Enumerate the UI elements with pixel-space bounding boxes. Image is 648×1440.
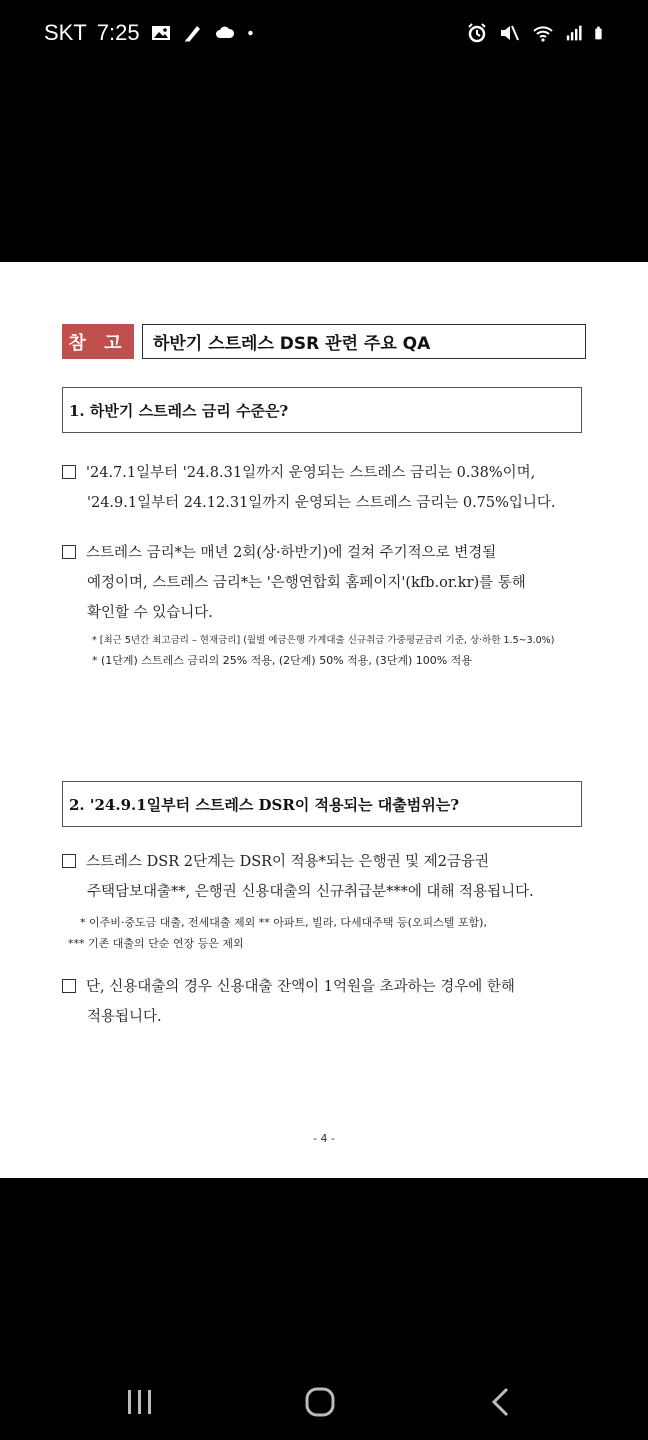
- title-tag: 참 고: [62, 324, 134, 359]
- gallery-icon: [150, 22, 172, 44]
- dot-icon: [246, 22, 260, 44]
- recent-apps-icon[interactable]: [120, 1382, 160, 1422]
- paragraph-3-line-1: 스트레스 DSR 2단계는 DSR이 적용*되는 은행권 및 제2금융권: [86, 854, 490, 870]
- pen-icon: [182, 22, 204, 44]
- paragraph-3: [62, 847, 586, 907]
- paragraph-4-line-2: 적용됩니다.: [87, 1009, 162, 1025]
- paragraph-1-line-1: '24.7.1일부터 '24.8.31일까지 운영되는 스트레스 금리는 0.38%이며,: [86, 465, 536, 481]
- page-title: 하반기 스트레스 DSR 관련 주요 QA: [142, 324, 586, 359]
- back-icon[interactable]: [482, 1382, 522, 1422]
- mute-icon: [498, 22, 520, 44]
- battery-icon: [594, 22, 608, 44]
- bullet-box-icon: [62, 465, 76, 479]
- paragraph-2-line-3: 확인할 수 있습니다.: [87, 605, 213, 621]
- carrier-label: SKT: [44, 20, 87, 45]
- bullet-box-icon: [62, 979, 76, 993]
- paragraph-2-line-2: 예정이며, 스트레스 금리*는 '은행연합회 홈페이지'(kfb.or.kr)를 통해: [87, 575, 526, 591]
- paragraph-4-line-1: 단, 신용대출의 경우 신용대출 잔액이 1억원을 초과하는 경우에 한해: [86, 979, 515, 995]
- paragraph-1-line-2: '24.9.1일부터 24.12.31일까지 운영되는 스트레스 금리는 0.75%입니다.: [87, 495, 556, 511]
- question-2-heading: 2. '24.9.1일부터 스트레스 DSR이 적용되는 대출범위는?: [62, 781, 582, 827]
- signal-icon: [566, 22, 584, 44]
- alarm-icon: [466, 22, 488, 44]
- paragraph-1: [62, 458, 586, 518]
- document-page[interactable]: [0, 262, 648, 1178]
- status-bar: [0, 0, 648, 70]
- footnote-3: * 이주비·중도금 대출, 전세대출 제외 ** 아파트, 빌라, 다세대주택 등(오피스텔 포함),: [80, 916, 487, 929]
- question-1-heading: 1. 하반기 스트레스 금리 수준은?: [62, 387, 582, 433]
- footnote-2: * (1단계) 스트레스 금리의 25% 적용, (2단계) 50% 적용, (3단계) 100% 적용: [92, 654, 472, 667]
- home-icon[interactable]: [300, 1382, 340, 1422]
- title-row: [62, 324, 586, 359]
- clock: 7:25: [96, 20, 140, 45]
- navigation-bar: [0, 1360, 648, 1440]
- paragraph-2: [62, 538, 586, 628]
- paragraph-4: [62, 972, 586, 1032]
- cloud-icon: [214, 22, 236, 44]
- bullet-box-icon: [62, 854, 76, 868]
- bullet-box-icon: [62, 545, 76, 559]
- footnote-4: *** 기존 대출의 단순 연장 등은 제외: [68, 937, 244, 950]
- page-number: - 4 -: [313, 1132, 335, 1145]
- paragraph-3-line-2: 주택담보대출**, 은행권 신용대출의 신규취급분***에 대해 적용됩니다.: [87, 884, 534, 900]
- paragraph-2-line-1: 스트레스 금리*는 매년 2회(상·하반기)에 걸쳐 주기적으로 변경될: [86, 545, 497, 561]
- footnote-1: * [최근 5년간 최고금리 – 현재금리] (월별 예금은행 가계대출 신규취급 가중평균금리 기준, 상·하한 1.5~3.0%): [92, 635, 555, 646]
- wifi-icon: [530, 22, 556, 44]
